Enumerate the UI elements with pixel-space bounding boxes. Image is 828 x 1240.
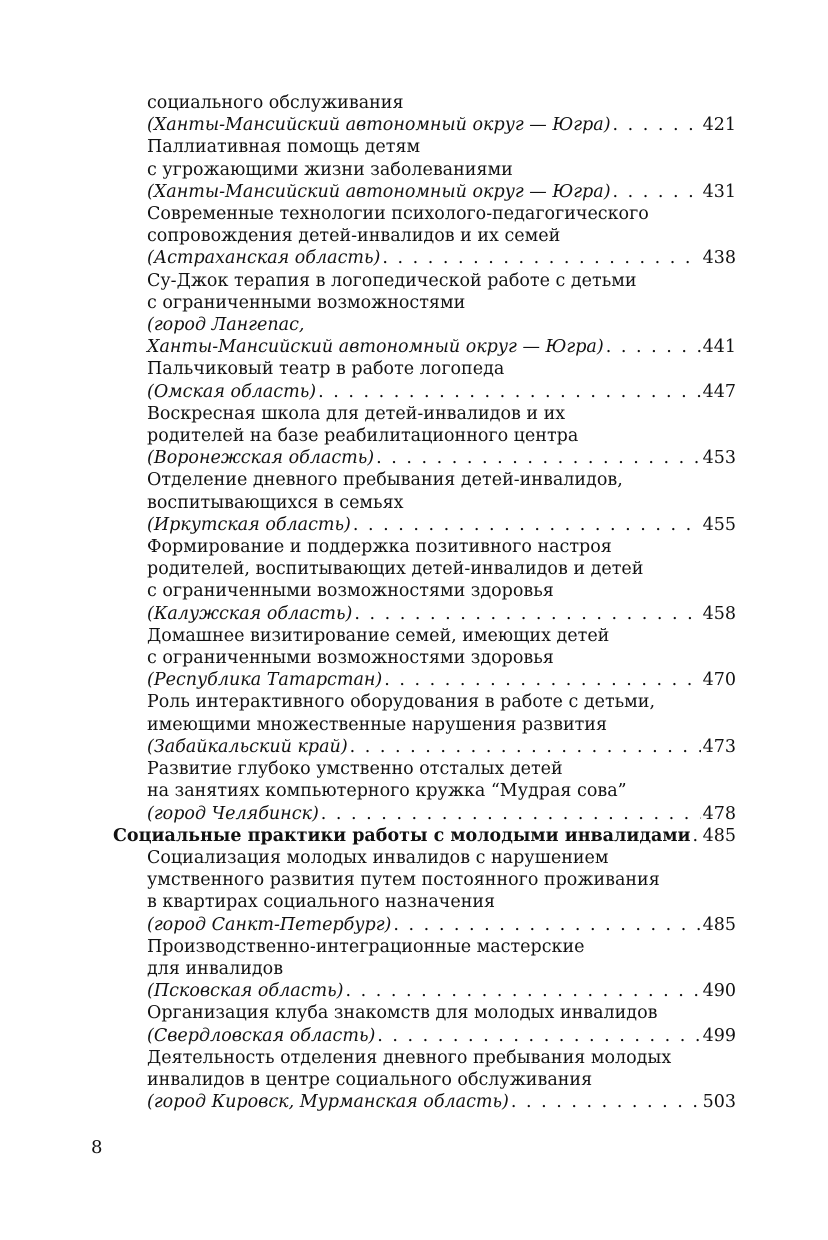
- entry-title-line: социального обслуживания: [147, 93, 404, 113]
- leader-dots: [613, 114, 701, 136]
- entry-title-line: умственного развития путем постоянного проживания: [147, 870, 660, 891]
- entry-page-number: 421: [702, 115, 736, 136]
- leader-dots: [350, 736, 701, 758]
- entry-title-line: Деятельность отделения дневного пребывания молодых: [147, 1047, 672, 1068]
- entry-page-number: 453: [702, 448, 736, 469]
- entry-title-line: воспитывающихся в семьях: [147, 492, 404, 513]
- entry-title-line: Паллиативная помощь детям: [147, 137, 421, 158]
- entry-page-number: 490: [702, 981, 736, 1002]
- entry-title-line: сопровождения детей-инвалидов и их семей: [147, 226, 561, 247]
- leader-dots: [613, 181, 701, 203]
- entry-page-number: 485: [702, 914, 736, 935]
- entry-title-line: Современные технологии психолого-педагогического: [147, 204, 649, 225]
- entry-title-line: с угрожающими жизни заболеваниями: [147, 159, 513, 180]
- entry-page-number: 470: [702, 670, 736, 691]
- leader-dots: [377, 1025, 700, 1047]
- entry-title-line: с ограниченными возможностями здоровья: [147, 581, 554, 602]
- leader-dots: [376, 447, 700, 469]
- toc-entry: [147, 270, 736, 359]
- toc-entry: [147, 847, 736, 936]
- toc-section-entries: [0, 847, 828, 1113]
- entry-region: (Омская область): [147, 381, 317, 402]
- entry-region: Ханты-Мансийский автономный округ — Югра): [147, 337, 604, 358]
- toc-entry: [147, 358, 736, 402]
- leader-dots: [345, 980, 700, 1002]
- entry-title-line: (город Лангепас,: [147, 315, 305, 336]
- toc-entry: [147, 136, 736, 203]
- entry-title-line: Отделение дневного пребывания детей-инвалидов,: [147, 470, 623, 491]
- entry-title-line: для инвалидов: [147, 958, 284, 979]
- toc-entry: [147, 758, 736, 825]
- leader-dots: [321, 803, 701, 825]
- toc-entries: [0, 92, 828, 825]
- toc-entry: [147, 536, 736, 625]
- entry-title-line: Организация клуба знакомств для молодых инвалидов: [147, 1003, 658, 1024]
- entry-region: (город Кировск, Мурманская область): [147, 1092, 509, 1113]
- page-folio: 8: [91, 1137, 103, 1158]
- entry-title-line: родителей, воспитывающих детей-инвалидов и детей: [147, 559, 644, 580]
- leader-dots: [693, 825, 701, 847]
- leader-dots: [384, 669, 700, 691]
- entry-title-line: Пальчиковый театр в работе логопеда: [147, 359, 505, 380]
- entry-title-line: Социализация молодых инвалидов с нарушением: [147, 847, 609, 868]
- toc-entry: [147, 691, 736, 758]
- entry-title-line: с ограниченными возможностями здоровья: [147, 648, 554, 669]
- entry-region: (Астраханская область): [147, 248, 381, 269]
- leader-dots: [606, 336, 701, 358]
- entry-page-number: 478: [702, 803, 736, 824]
- entry-region: (Республика Татарстан): [147, 670, 383, 691]
- entry-region: (Ханты-Мансийский автономный округ — Югра): [147, 181, 611, 202]
- entry-region: (Калужская область): [147, 603, 353, 624]
- entry-title-line: Развитие глубоко умственно отсталых детей: [147, 759, 563, 780]
- entry-title-line: родителей на базе реабилитационного центра: [147, 426, 579, 447]
- entry-title-line: Воскресная школа для детей-инвалидов и их: [147, 403, 566, 424]
- leader-dots: [354, 603, 700, 625]
- section-page-number: 485: [702, 825, 736, 846]
- entry-title-line: Формирование и поддержка позитивного настроя: [147, 537, 612, 558]
- toc-entry: [147, 403, 736, 470]
- leader-dots: [382, 247, 700, 269]
- entry-title-line: Производственно-интеграционные мастерские: [147, 936, 585, 957]
- toc-entry: [147, 203, 736, 270]
- entry-region: (Псковская область): [147, 981, 344, 1002]
- entry-title-line: имеющими множественные нарушения развития: [147, 714, 608, 735]
- entry-page-number: 503: [702, 1092, 736, 1113]
- leader-dots: [393, 914, 700, 936]
- table-of-contents: [0, 92, 828, 1113]
- toc-entry: [147, 469, 736, 536]
- entry-page-number: 431: [702, 181, 736, 202]
- entry-title-line: Су-Джок терапия в логопедической работе с детьми: [147, 270, 637, 291]
- entry-page-number: 473: [702, 736, 736, 757]
- entry-page-number: 447: [702, 381, 736, 402]
- entry-page-number: 458: [702, 603, 736, 624]
- entry-region: (город Санкт-Петербург): [147, 914, 392, 935]
- toc-entry: [147, 625, 736, 692]
- toc-entry: [147, 1047, 736, 1114]
- entry-page-number: 455: [702, 514, 736, 535]
- entry-title-line: Роль интерактивного оборудования в работе с детьми,: [147, 692, 656, 713]
- entry-region: (Забайкальский край): [147, 736, 348, 757]
- toc-entry: [147, 1002, 736, 1046]
- entry-title-line: в квартирах социального назначения: [147, 892, 496, 913]
- leader-dots: [353, 514, 701, 536]
- entry-region: (город Челябинск): [147, 803, 319, 824]
- leader-dots: [511, 1091, 701, 1113]
- entry-region: (Ханты-Мансийский автономный округ — Югра): [147, 115, 611, 136]
- entry-page-number: 441: [702, 337, 736, 358]
- toc-entry: [147, 92, 736, 136]
- entry-region: (Свердловская область): [147, 1025, 376, 1046]
- toc-section-heading: [113, 825, 736, 847]
- entry-title-line: инвалидов в центре социального обслуживания: [147, 1069, 593, 1090]
- entry-page-number: 438: [702, 248, 736, 269]
- leader-dots: [318, 381, 701, 403]
- entry-title-line: Домашнее визитирование семей, имеющих детей: [147, 625, 610, 646]
- entry-title-line: на занятиях компьютерного кружка “Мудрая сова”: [147, 781, 627, 802]
- toc-entry: [147, 936, 736, 1003]
- entry-region: (Воронежская область): [147, 448, 375, 469]
- section-title: Социальные практики работы с молодыми инвалидами: [113, 825, 691, 846]
- entry-page-number: 499: [702, 1025, 736, 1046]
- entry-region: (Иркутская область): [147, 514, 351, 535]
- entry-title-line: с ограниченными возможностями: [147, 292, 466, 313]
